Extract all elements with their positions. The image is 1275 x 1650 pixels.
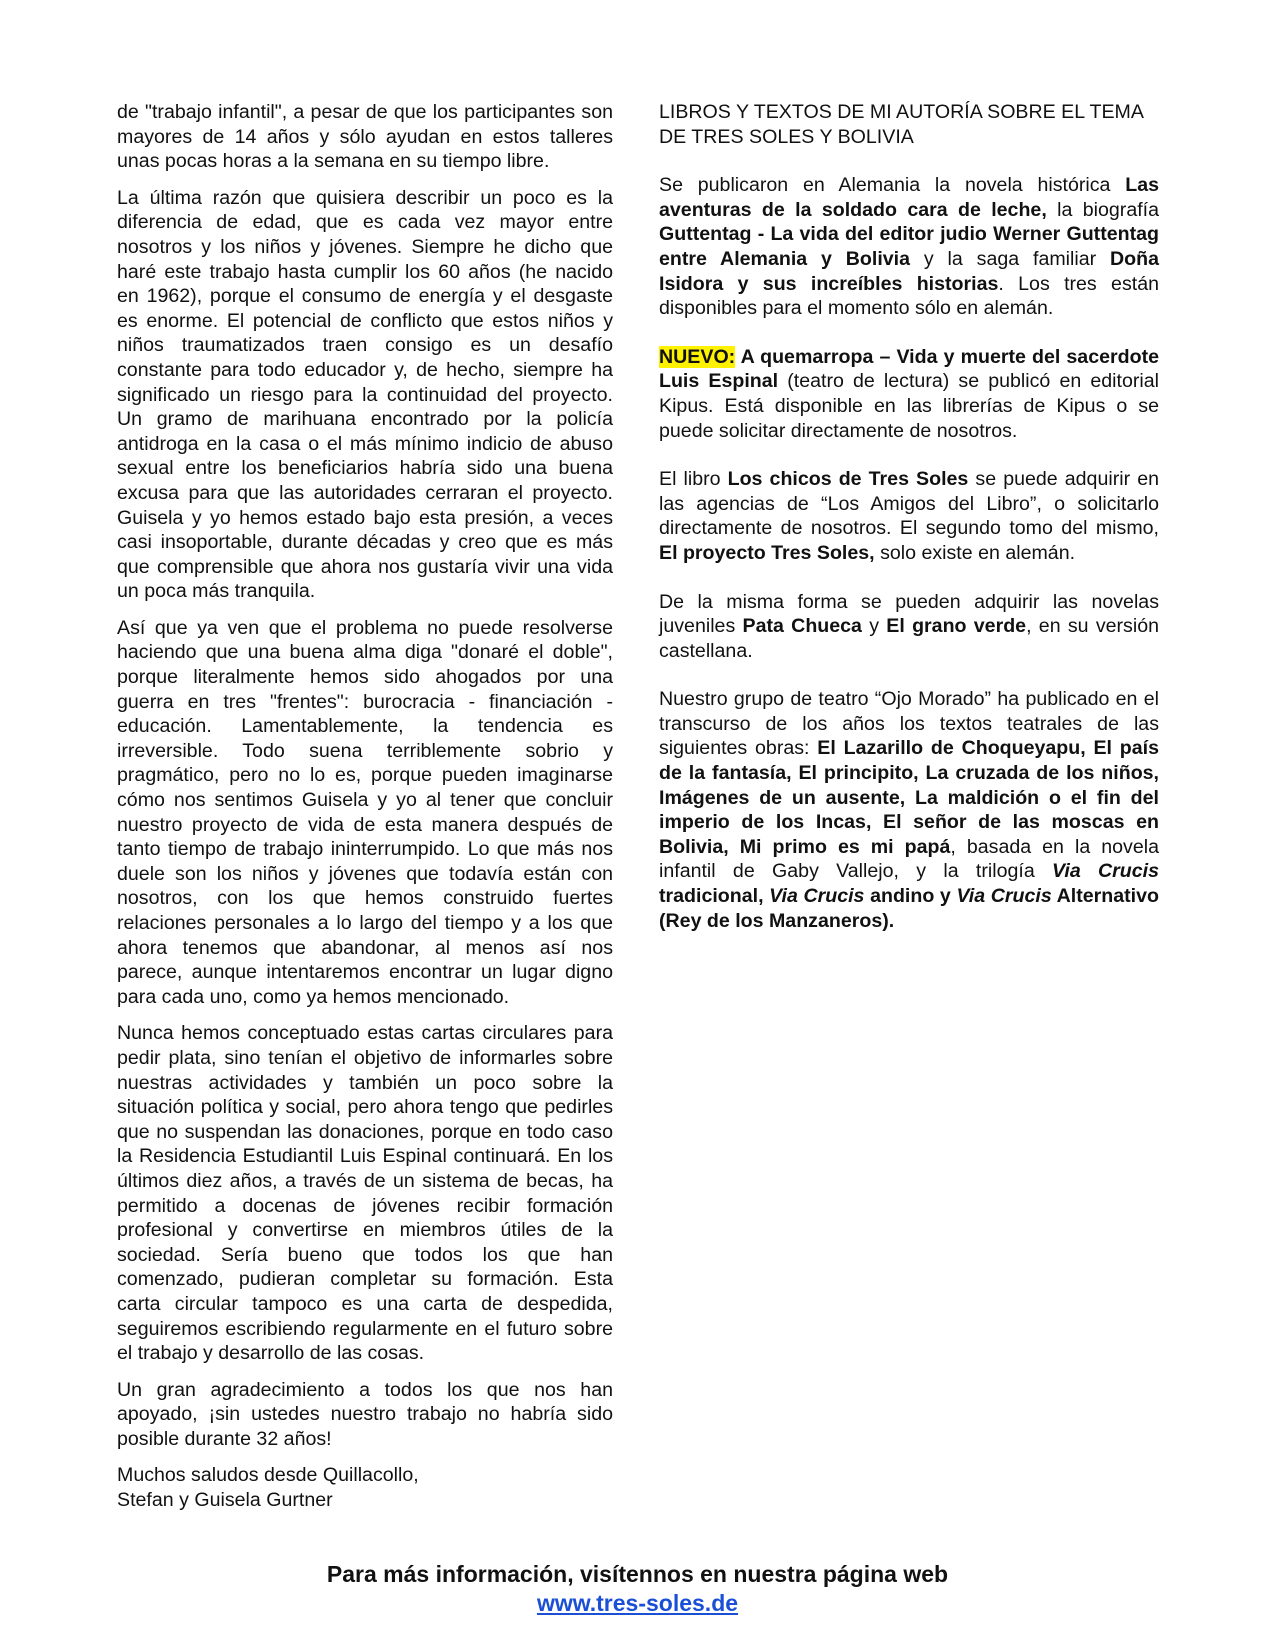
text-span: se puede adquirir en las agencias de “Los Amigos del Libro”, o solicitarlo directamente de nosotros. El segundo tomo del mismo,: [659, 468, 1159, 540]
new-badge: NUEVO:: [659, 345, 736, 368]
book-title-grano-verde: El grano verde: [886, 615, 1027, 638]
theatre-title-part: Alternativo (Rey de los Manzaneros).: [659, 885, 1159, 932]
text-span: y la saga familiar: [910, 247, 1111, 270]
books-heading: LIBROS Y TEXTOS DE MI AUTORÍA SOBRE EL TEMA DE TRES SOLES Y BOLIVIA: [659, 101, 1143, 148]
footer-info: Para más información, visítennos en nuestra página web: [326, 1561, 949, 1587]
theatre-title-part: tradicional,: [659, 885, 770, 908]
closing-greeting: Muchos saludos desde Quillacollo,: [117, 1464, 419, 1487]
books-paragraph-2: [659, 345, 1159, 443]
text-span: (teatro de lectura) se publicó en editorial Kipus. Está disponible en las librerías de Kipus o se puede solicitar directamente de nosotros.: [659, 370, 1159, 442]
book-title-chicos: Los chicos de Tres Soles: [727, 468, 969, 491]
books-paragraph-4: [659, 590, 1159, 664]
text-span: Nuestro grupo de teatro “Ojo Morado” ha publicado en el transcurso de los años los textos teatrales de las siguientes obras:: [659, 688, 1159, 760]
closing-block: [117, 1463, 613, 1512]
via-crucis-title: Via Crucis: [769, 885, 865, 908]
text-span: solo existe en alemán.: [874, 541, 1076, 564]
text-span: De la misma forma se pueden adquirir las novelas juveniles: [659, 590, 1159, 638]
text-span: Se publicaron en Alemania la novela histórica: [659, 174, 1126, 197]
books-paragraph-3: [659, 467, 1159, 565]
theatre-title-part: andino y: [864, 885, 957, 908]
books-paragraph-5: [659, 687, 1159, 933]
text-span: la biografía: [1046, 198, 1159, 221]
signature: Stefan y Guisela Gurtner: [117, 1489, 333, 1512]
book-title-quemarropa: A quemarropa – Vida y muerte del sacerdote Luis Espinal: [659, 345, 1159, 393]
left-paragraph-3: Así que ya ven que el problema no puede resolverse haciendo que una buena alma diga "donaré el doble", porque literalmente hemos sido ahogados por una guerra en tres "frentes": burocracia - financiación - educación. Lamentablemente, la tendencia es irreversible. Todo suena terriblemente sobrio y pragmático, pero no lo es, porque pueden imaginarse cómo nos sentimos Guisela y yo al tener que concluir nuestro proyecto de vida de esta manera después de tanto tiempo de trabajo ininterrumpido. Lo que más nos duele son los niños y jóvenes que todavía están con nosotros, con los que hemos construido fuertes relaciones personales a lo largo del tiempo y a los que ahora tenemos que abandonar, al menos así nos parece, aunque intentaremos encontrar un lugar digno para cada uno, como ya hemos mencionado.: [117, 616, 613, 1008]
via-crucis-title: Via Crucis: [1052, 860, 1159, 883]
text-span: El libro: [659, 468, 728, 491]
right-column: [659, 100, 1159, 957]
text-span: y: [861, 615, 887, 638]
book-title-pata-chueca: Pata Chueca: [742, 615, 862, 638]
footer-link-wrap: [0, 1589, 1275, 1617]
text-span: , basada en la novela infantil de Gaby Vallejo, y la trilogía: [659, 835, 1159, 883]
book-title-proyecto: El proyecto Tres Soles,: [659, 541, 875, 564]
left-paragraph-4: Nunca hemos conceptuado estas cartas circulares para pedir plata, sino tenían el objetivo de informarles sobre nuestras actividades y también un poco sobre la situación política y social, pero ahora tengo que pedirles que no suspendan las donaciones, porque en todo caso la Residencia Estudiantil Luis Espinal continuará. En los últimos diez años, a través de un sistema de becas, ha permitido a docenas de jóvenes recibir formación profesional y convertirse en miembros útiles de la sociedad. Sería bueno que todos los que han comenzado, pudieran completar su formación. Esta carta circular tampoco es una carta de despedida, seguiremos escribiendo regularmente en el futuro sobre el trabajo y desarrollo de las cosas.: [117, 1022, 613, 1365]
left-column: [117, 100, 613, 1525]
books-paragraph-1: [659, 173, 1159, 321]
left-paragraph-2: La última razón que quisiera describir un poco es la diferencia de edad, que es cada vez mayor entre nosotros y los niños y jóvenes. Siempre he dicho que haré este trabajo hasta cumplir los 60 años (he nacido en 1962), porque el consumo de energía y el desgaste es enorme. El potencial de conflicto que estos niños y niños traumatizados traen consigo es un desafío constante para todo educador y, de hecho, siempre ha significado un riesgo para la continuidad del proyecto. Un gramo de marihuana encontrado por la policía antidroga en la casa o el más mínimo indicio de abuso sexual entre los beneficiarios habría sido una buena excusa para que las autoridades cerraran el proyecto. Guisela y yo hemos estado bajo esta presión, a veces casi insoportable, durante décadas y creo que es más que comprensible que ahora nos gustaría vivir una vida un poca más tranquila.: [117, 186, 613, 603]
website-link[interactable]: www.tres-soles.de: [536, 1590, 739, 1616]
left-paragraph-1: de "trabajo infantil", a pesar de que los participantes son mayores de 14 años y sólo ayudan en estos talleres unas pocas horas a la semana en su tiempo libre.: [117, 101, 613, 173]
left-paragraph-5: Un gran agradecimiento a todos los que nos han apoyado, ¡sin ustedes nuestro trabajo no habría sido posible durante 32 años!: [117, 1378, 613, 1450]
book-title-isidora: Doña Isidora y sus increíbles historias: [659, 247, 1159, 295]
text-span: , en su versión castellana.: [659, 615, 1159, 662]
via-crucis-title: Via Crucis: [956, 885, 1052, 908]
theatre-titles: El Lazarillo de Choqueyapu, El país de la fantasía, El principito, La cruzada de los niños, Imágenes de un ausente, La maldición o el fin del imperio de los Incas, El señor de las moscas en Bolivia, Mi primo es mi papá: [659, 737, 1159, 858]
book-title-guttentag: Guttentag - La vida del editor judio Werner Guttentag entre Alemania y Bolivia: [659, 223, 1159, 270]
book-title-soldado: Las aventuras de la soldado cara de leche,: [659, 174, 1159, 221]
text-span: . Los tres están disponibles para el momento sólo en alemán.: [659, 272, 1159, 320]
